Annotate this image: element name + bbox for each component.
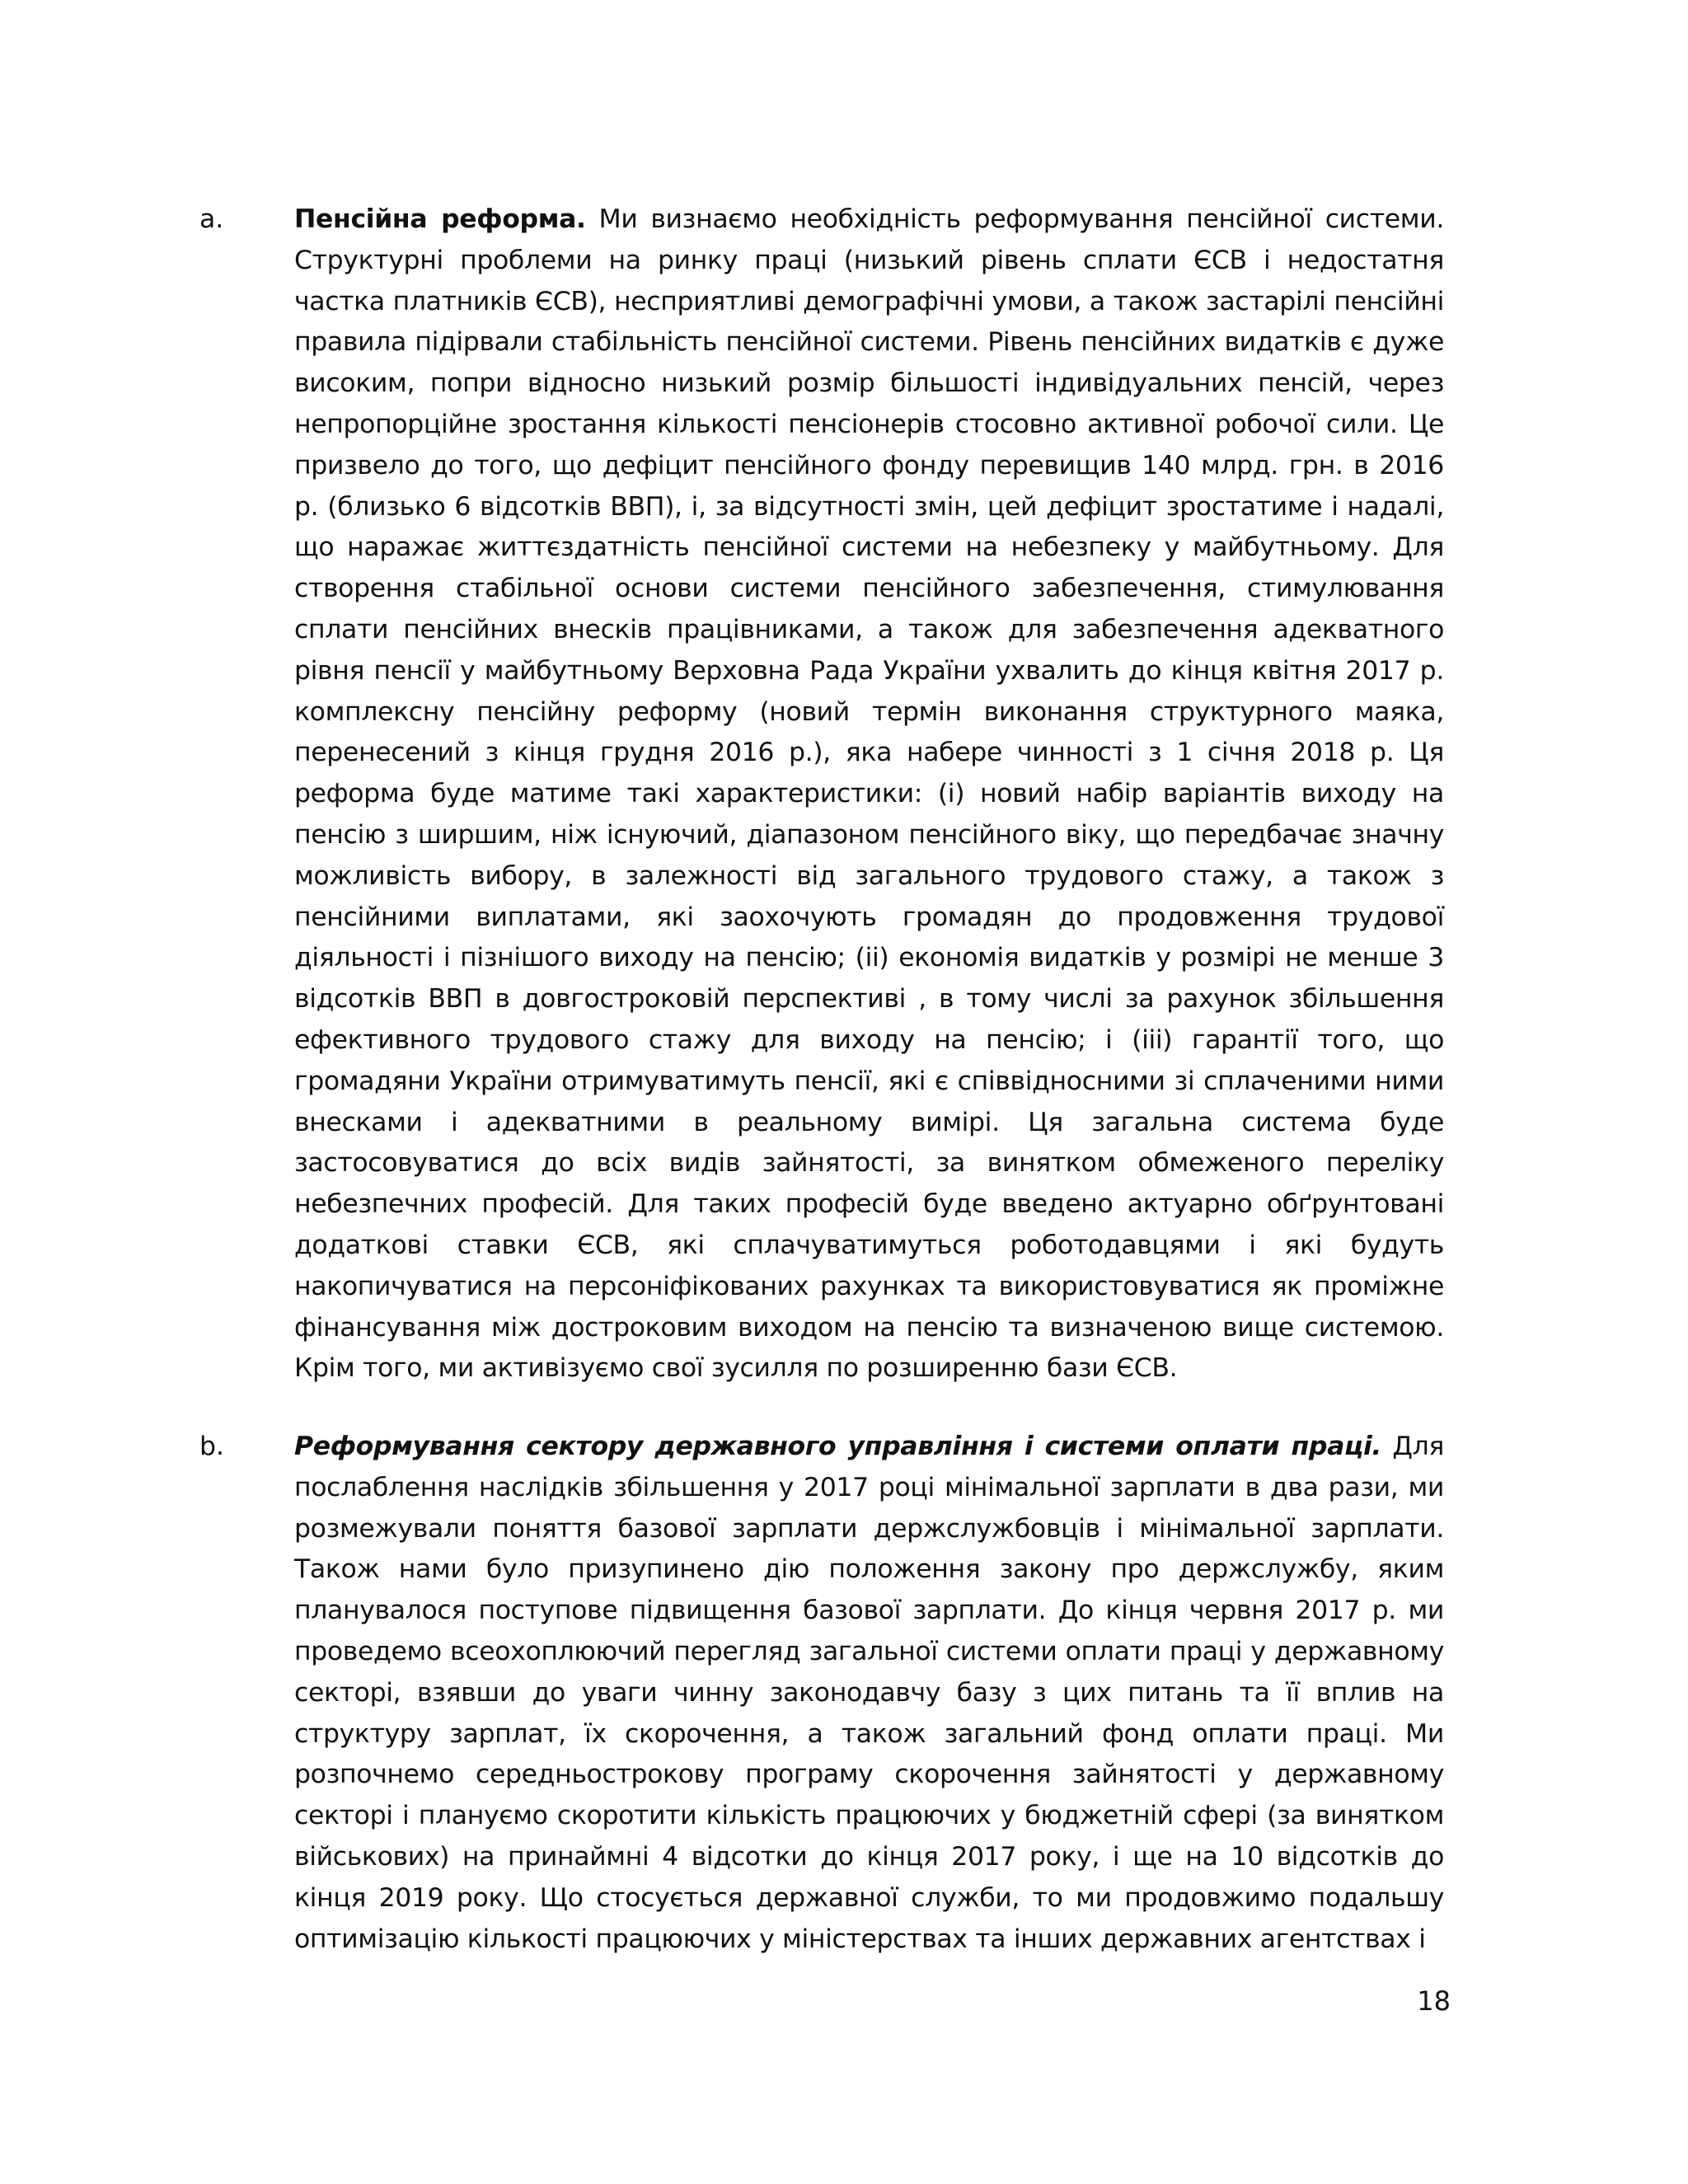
section-heading: Реформування сектору державного управління і системи оплати праці.: [294, 1432, 1382, 1461]
list-marker: b.: [199, 1432, 225, 1461]
page-number: 18: [1417, 1985, 1451, 2017]
paragraph-text: Ми визнаємо необхідність реформування пенсійної системи. Структурні проблеми на ринку праці (низький рівень сплати ЄСВ і недостатня частка платників ЄСВ), несприятливі демографічні умови, а також застарілі пенсійні правила підірвали стабільність пенсійної системи. Рівень пенсійних видатків є дуже високим, попри відносно низький розмір більшості індивідуальних пенсій, через непропорційне зростання кількості пенсіонерів стосовно активної робочої сили. Це призвело до того, що дефіцит пенсійного фонду перевищив 140 млрд. грн. в 2016 р. (близько 6 відсотків ВВП), і, за відсутності змін, цей дефіцит зростатиме і надалі, що наражає життєздатність пенсійної системи на небезпеку у майбутньому. Для створення стабільної основи системи пенсійного забезпечення, стимулювання сплати пенсійних внесків працівниками, а також для забезпечення адекватного рівня пенсії у майбутньому Верховна Рада України ухвалить до кінця квітня 2017 р. комплексну пенсійну реформу (новий термін виконання структурного маяка, перенесений з кінця грудня 2016 р.), яка набере чинності з 1 січня 2018 р. Ця реформа буде матиме такі характеристики: (i) новий набір варіантів виходу на пенсію з ширшим, ніж існуючий, діапазоном пенсійного віку, що передбачає значну можливість вибору, в залежності від загального трудового стажу, а також з пенсійними виплатами, які заохочують громадян до продовження трудової діяльності і пізнішого виходу на пенсію; (ii) економія видатків у розмірі не менше 3 відсотків ВВП в довгостроковій перспективі , в тому числі за рахунок збільшення ефективного трудового стажу для виходу на пенсію; і (iii) гарантії того, що громадяни України отримуватимуть пенсії, які є співвідносними зі сплаченими ними внесками і адекватними в реальному вимірі. Ця загальна система буде застосовуватися до всіх видів зайнятості, за винятком обмеженого переліку небезпечних професій. Для таких професій буде введено актуарно обґрунтовані додаткові ставки ЄСВ, які сплачуватимуться роботодавцями і які будуть накопичуватися на персоніфікованих рахунках та використовуватися як проміжне фінансування між достроковим виходом на пенсію та визначеною вище системою. Крім того, ми активізуємо свої зусилля по розширенню бази ЄСВ.: [294, 204, 1444, 1384]
section-heading: Пенсійна реформа.: [294, 204, 586, 234]
list-marker: a.: [199, 204, 224, 234]
paragraph-pension-reform: [294, 199, 1444, 1390]
paragraph-text: Для послаблення наслідків збільшення у 2017 році мінімальної зарплати в два рази, ми розмежували поняття базової зарплати держслужбовців і мінімальної зарплати. Також нами було призупинено дію положення закону про держслужбу, яким планувалося поступове підвищення базової зарплати. До кінця червня 2017 р. ми проведемо всеохоплюючий перегляд загальної системи оплати праці у державному секторі, взявши до уваги чинну законодавчу базу з цих питань та її вплив на структуру зарплат, їх скорочення, а також загальний фонд оплати праці. Ми розпочнемо середньострокову програму скорочення зайнятості у державному секторі і плануємо скоротити кількість працюючих у бюджетній сфері (за винятком військових) на принаймні 4 відсотки до кінця 2017 року, і ще на 10 відсотків до кінця 2019 року. Що стосується державної служби, то ми продовжимо подальшу оптимізацію кількості працюючих у міністерствах та інших державних агентствах і: [294, 1432, 1444, 1954]
paragraph-public-sector-reform: [294, 1427, 1444, 1960]
